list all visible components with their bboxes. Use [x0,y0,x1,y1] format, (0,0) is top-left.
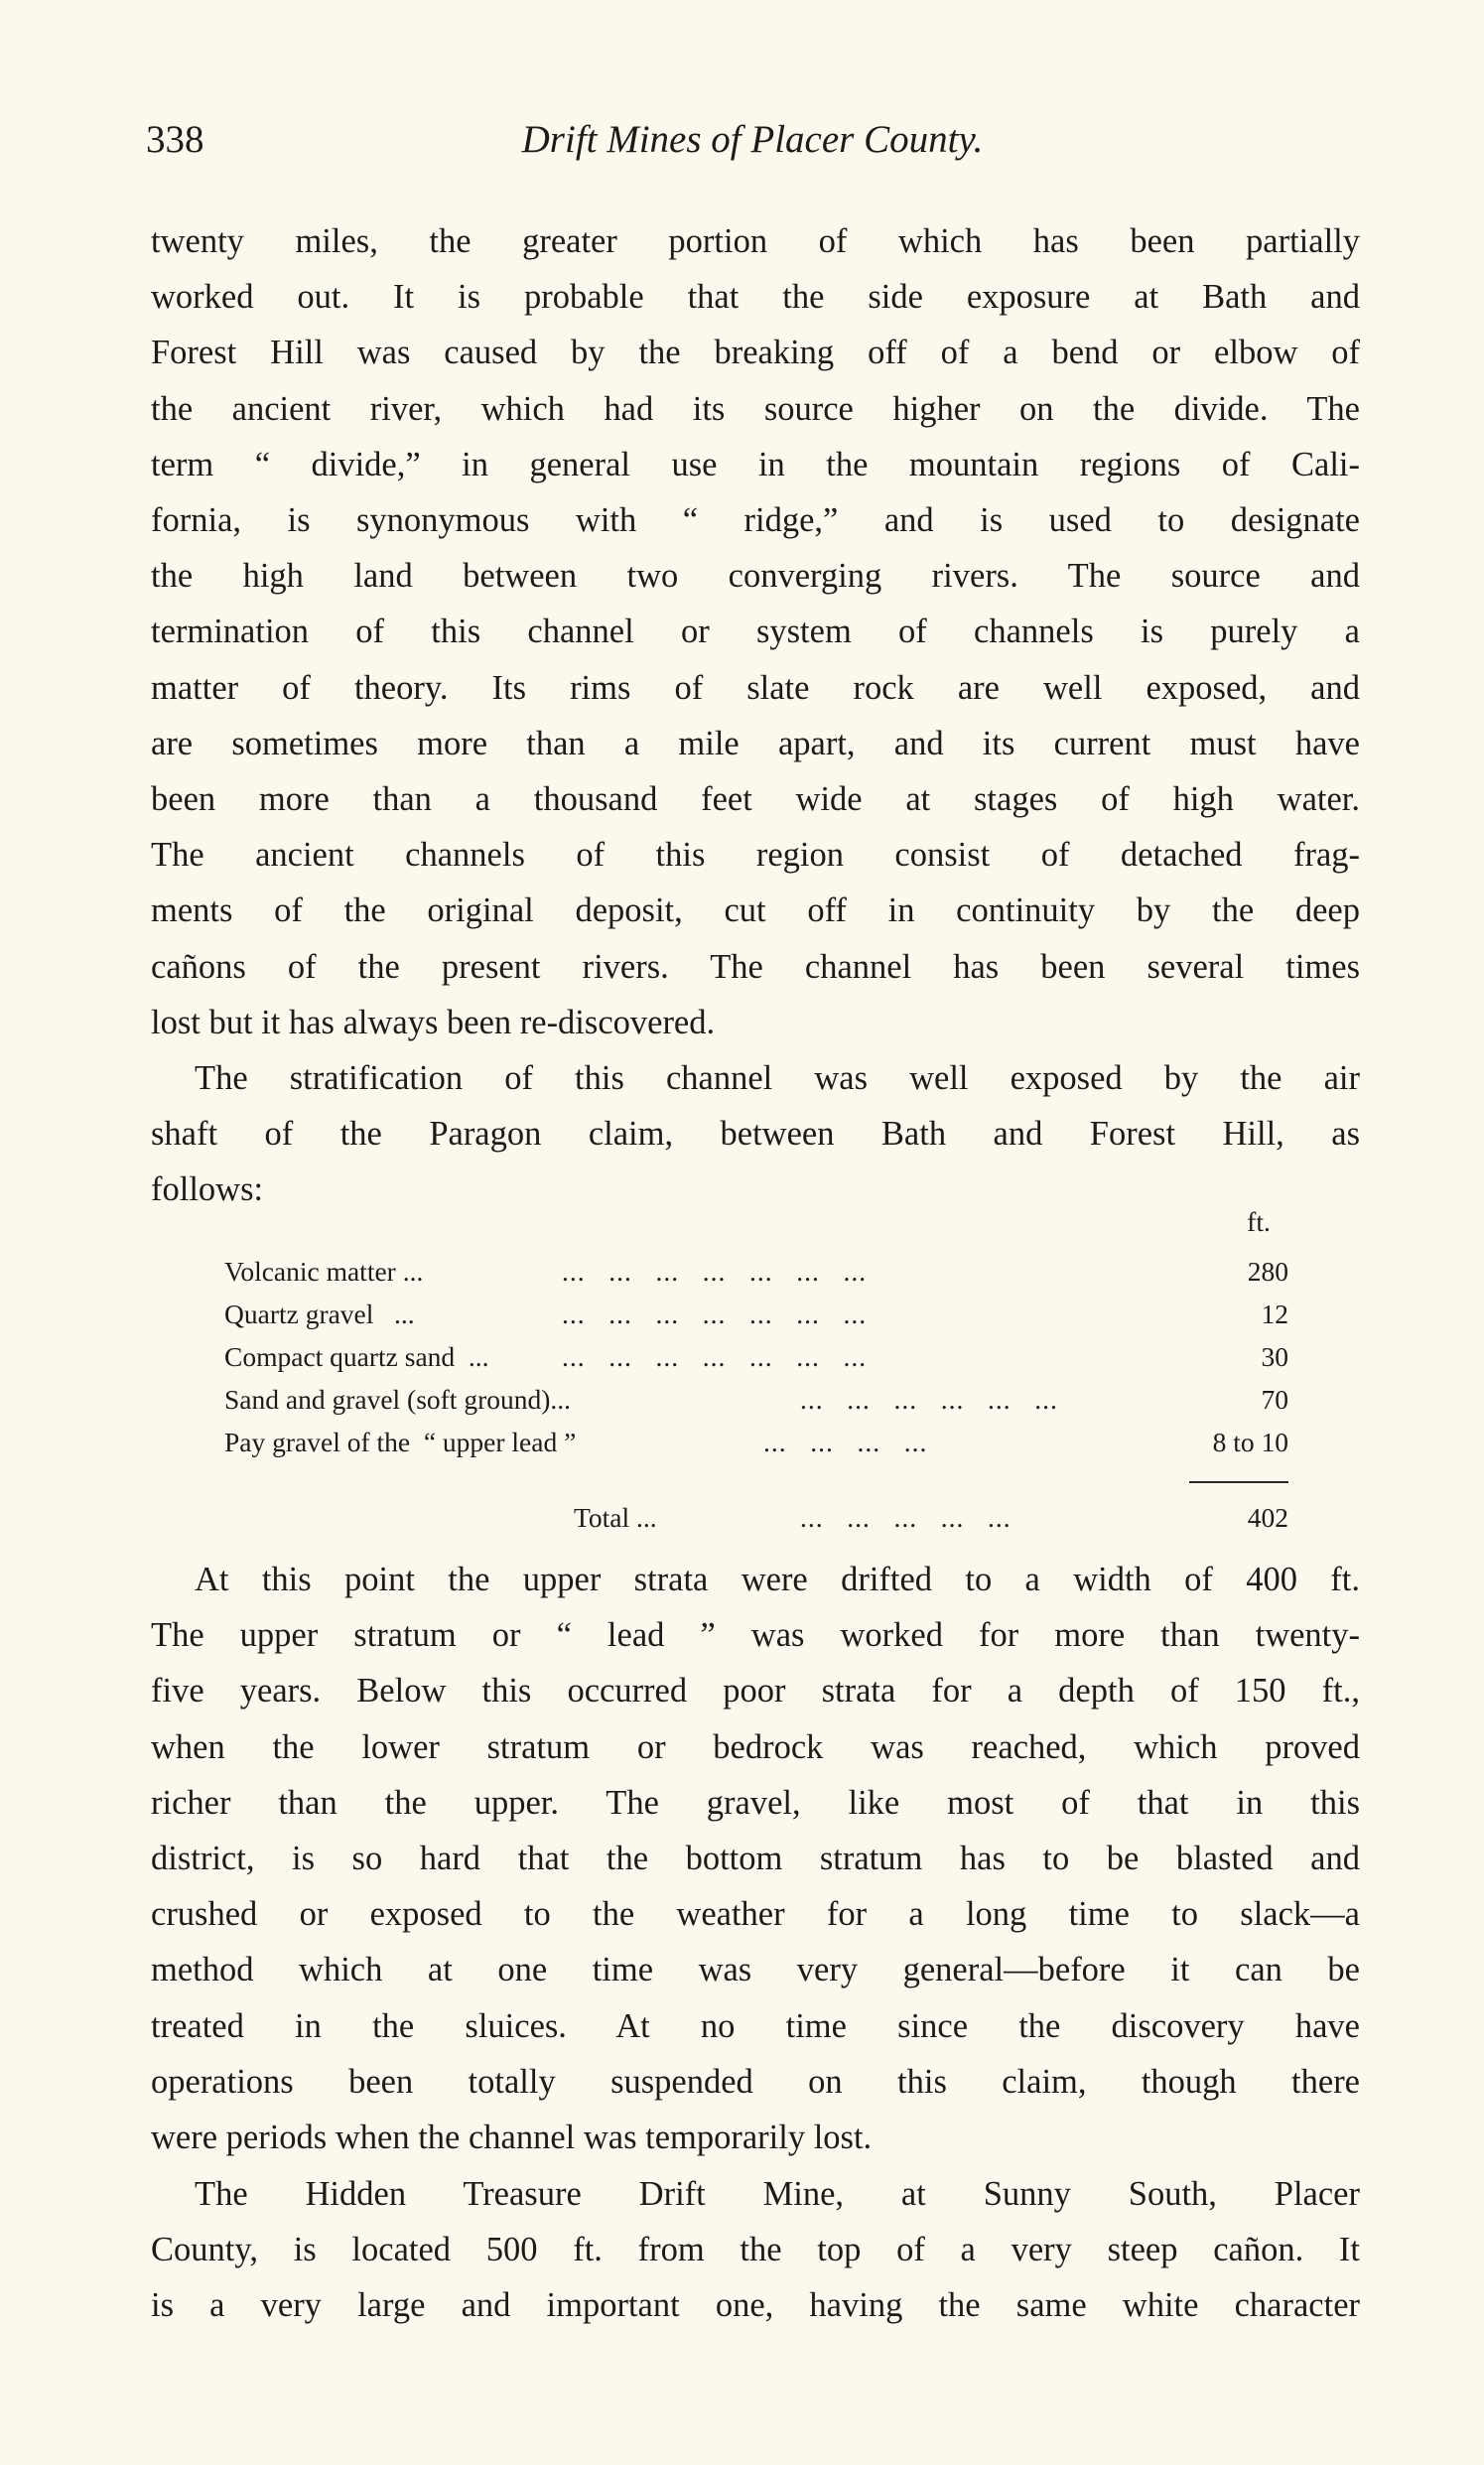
text-line: the ancient river, which had its source higher on the divide. The [151,389,1360,428]
leader-dots: ... ... ... ... ... ... ... [562,1299,868,1329]
table-row [224,1384,1288,1424]
leader-dots: ... ... ... ... [701,1427,928,1457]
text-line: are sometimes more than a mile apart, and its current must have [151,724,1360,762]
text-line: ments of the original deposit, cut off in continuity by the deep [151,891,1360,930]
text-line: district, is so hard that the bottom stratum has to be blasted and [151,1840,1360,1878]
table-row [224,1341,1288,1381]
stratum-label: Pay gravel of the “ upper lead ” [224,1427,577,1457]
text-line: The ancient channels of this region consist of detached frag- [151,836,1360,875]
text-line: At this point the upper strata were drifted to a width of 400 ft. [195,1561,1360,1598]
stratum-label: Volcanic matter ... [224,1256,424,1287]
text-line: been more than a thousand feet wide at stages of high water. [151,780,1360,819]
paragraph-1 [151,213,1360,1050]
running-title: Drift Mines of Placer County. [521,118,984,161]
page-number: 338 [146,118,204,161]
text-line: when the lower stratum or bedrock was reached, which proved [151,1727,1360,1766]
leader-dots: ... ... ... ... ... ... ... [562,1256,868,1287]
total-label: Total ... [574,1502,657,1533]
table-row [224,1256,1288,1296]
text-line: is a very large and important one, having the same white character [151,2286,1360,2325]
text-line: Forest Hill was caused by the breaking off of a bend or elbow of [151,334,1360,372]
text-line: The stratification of this channel was well exposed by the air [195,1059,1360,1097]
text-line: twenty miles, the greater portion of which has been partially [151,222,1360,260]
text-line: richer than the upper. The gravel, like most of that in this [151,1783,1360,1822]
text-line: The upper stratum or “ lead ” was worked for more than twenty- [151,1616,1360,1655]
text-line: worked out. It is probable that the side exposure at Bath and [151,278,1360,317]
text-line: termination of this channel or system of channels is purely a [151,613,1360,651]
text-line: fornia, is synonymous with “ ridge,” and is used to designate [151,501,1360,540]
leader-dots: ... ... ... ... ... ... [800,1384,1058,1415]
stratum-label: Sand and gravel (soft ground)... [224,1384,572,1415]
paragraph-2 [151,1050,1360,1218]
text-line: follows: [151,1170,264,1209]
text-line: treated in the sluices. At no time since the discovery have [151,2006,1360,2045]
text-line: cañons of the present rivers. The channel has been several times [151,947,1360,986]
text-line: term “ divide,” in general use in the mountain regions of Cali- [151,445,1360,483]
text-line: crushed or exposed to the weather for a long time to slack—a [151,1895,1360,1934]
total-rule [1189,1481,1288,1483]
text-line: The Hidden Treasure Drift Mine, at Sunny South, Placer [195,2175,1360,2213]
leader-dots: ... ... ... ... ... [800,1502,1012,1533]
stratum-thickness: 30 [1261,1341,1288,1372]
leader-dots: ... ... ... ... ... ... ... [562,1341,868,1372]
stratum-label: Quartz gravel ... [224,1299,415,1329]
stratum-thickness: 70 [1261,1384,1288,1415]
text-line: County, is located 500 ft. from the top of a very steep cañon. It [151,2231,1360,2269]
stratum-label: Compact quartz sand ... [224,1341,489,1372]
text-line: lost but it has always been re-discovered. [151,1003,716,1041]
stratum-thickness: 12 [1261,1299,1288,1329]
paragraph-3 [151,1552,1360,2165]
text-line: were periods when the channel was temporarily lost. [151,2119,873,2157]
table-row [224,1427,1288,1466]
text-line: five years. Below this occurred poor strata for a depth of 150 ft., [151,1672,1360,1711]
text-line: the high land between two converging rivers. The source and [151,557,1360,596]
table-row [224,1299,1288,1338]
text-line: matter of theory. Its rims of slate rock are well exposed, and [151,668,1360,707]
total-thickness: 402 [1247,1502,1288,1533]
stratum-thickness: 280 [1247,1256,1288,1287]
stratum-thickness: 8 to 10 [1212,1427,1288,1457]
text-line: shaft of the Paragon claim, between Bath and Forest Hill, as [151,1115,1360,1154]
paragraph-4 [151,2166,1360,2334]
text-line: operations been totally suspended on this claim, though there [151,2062,1360,2101]
unit-header: ft. [1247,1206,1271,1237]
running-head [146,117,1359,177]
text-line: method which at one time was very general—before it can be [151,1951,1360,1989]
total-row [224,1502,1288,1542]
